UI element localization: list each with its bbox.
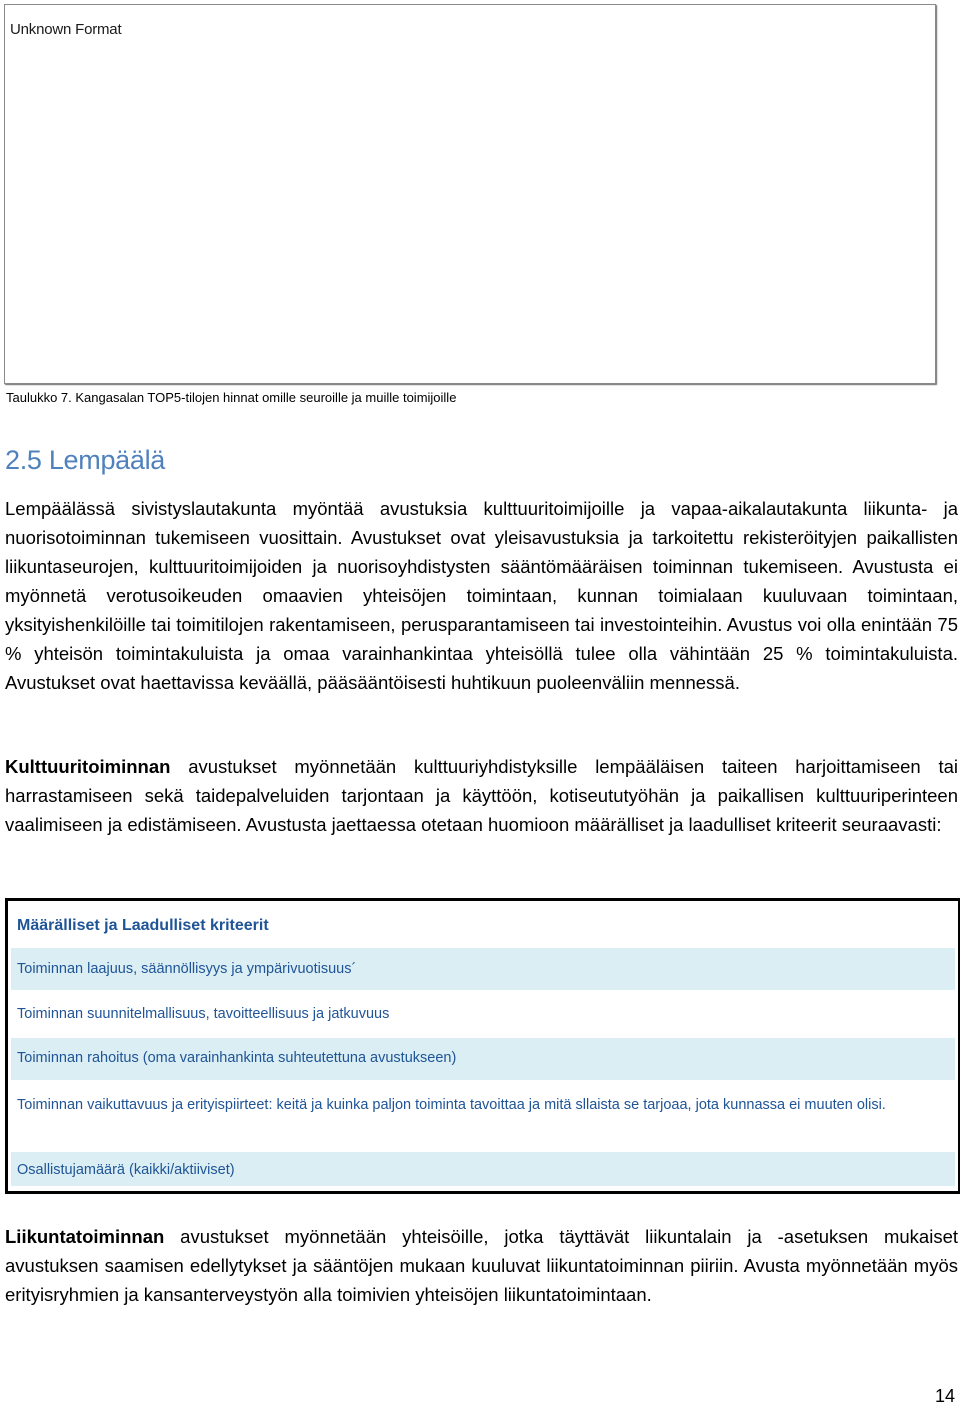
criteria-item: Toiminnan laajuus, säännöllisyys ja ympärivuotisuus´	[11, 948, 955, 990]
paragraph-sports-text: avustukset myönnetään yhteisöille, jotka täyttävät liikuntalain ja -asetuksen mukaiset avustuksen saamisen edellytykset ja sääntöjen mukaan kuuluvat liikuntatoiminnan piiriin. Avusta myönnetään myös erityisryhmien ja kansanterveystyön alla toimivien yhteisöjen liikuntatoimintaan.	[5, 1226, 958, 1305]
criteria-item: Toiminnan rahoitus (oma varainhankinta suhteutettuna avustukseen)	[11, 1038, 955, 1080]
criteria-table	[5, 898, 960, 1194]
page-number: 14	[935, 1386, 956, 1406]
table-caption: Taulukko 7. Kangasalan TOP5-tilojen hinnat omille seuroille ja muille toimijoille	[6, 390, 457, 405]
paragraph-culture-bold: Kulttuuritoiminnan	[5, 756, 171, 777]
image-placeholder-box	[4, 4, 936, 384]
criteria-item: Osallistujamäärä (kaikki/aktiiviset)	[11, 1152, 955, 1186]
paragraph-culture-text: avustukset myönnetään kulttuuriyhdistyksille lempääläisen taiteen harjoittamiseen tai harrastamiseen sekä taidepalveluiden tarjontaan ja käyttöön, kotiseututyöhän ja paikallisen kulttuuriperinteen vaalimiseen ja edistämiseen. Avustusta jaettaessa otetaan huomioon määrälliset ja laadulliset kriteerit seuraavasti:	[5, 756, 958, 835]
criteria-item: Toiminnan suunnitelmallisuus, tavoitteellisuus ja jatkuvuus	[17, 1006, 390, 1022]
criteria-item: Toiminnan vaikuttavuus ja erityispiirteet: keitä ja kuinka paljon toiminta tavoittaa ja mitä sllaista se tarjoaa, jota kunnassa ei muuten olisi.	[17, 1097, 886, 1113]
unknown-format-label: Unknown Format	[10, 21, 122, 38]
section-heading: 2.5 Lempäälä	[5, 445, 166, 475]
paragraph-sports	[5, 1222, 958, 1309]
paragraph-intro: Lempäälässä sivistyslautakunta myöntää avustuksia kulttuuritoimijoille ja vapaa-aikalautakunta liikunta- ja nuorisotoiminnan tukemiseen vuosittain. Avustukset ovat yleisavustuksia ja tarkoitettu rekisteröityjen paikallisten liikuntaseurojen, kulttuuritoimijoiden ja nuorisoyhdistysten sääntömääräisen toiminnan tukemiseen. Avustusta ei myönnetä verotusoikeuden omaavien yhteisöjen toimintaan, kunnan toimialaan kuuluvaan toimintaan, yksityishenkilöille tai toimitilojen rakentamiseen, perusparantamiseen tai investointeihin. Avustus voi olla enintään 75 % yhteisön toimintakuluista ja omaa varainhankintaa yhteisöllä tulee olla vähintään 25 % toimintakuluista. Avustukset ovat haettavissa keväällä, pääsääntöisesti huhtikuun puoleenväliin mennessä.	[5, 498, 958, 693]
paragraph-sports-bold: Liikuntatoiminnan	[5, 1226, 165, 1247]
paragraph-culture	[5, 752, 958, 839]
criteria-heading: Määrälliset ja Laadulliset kriteerit	[17, 917, 269, 934]
